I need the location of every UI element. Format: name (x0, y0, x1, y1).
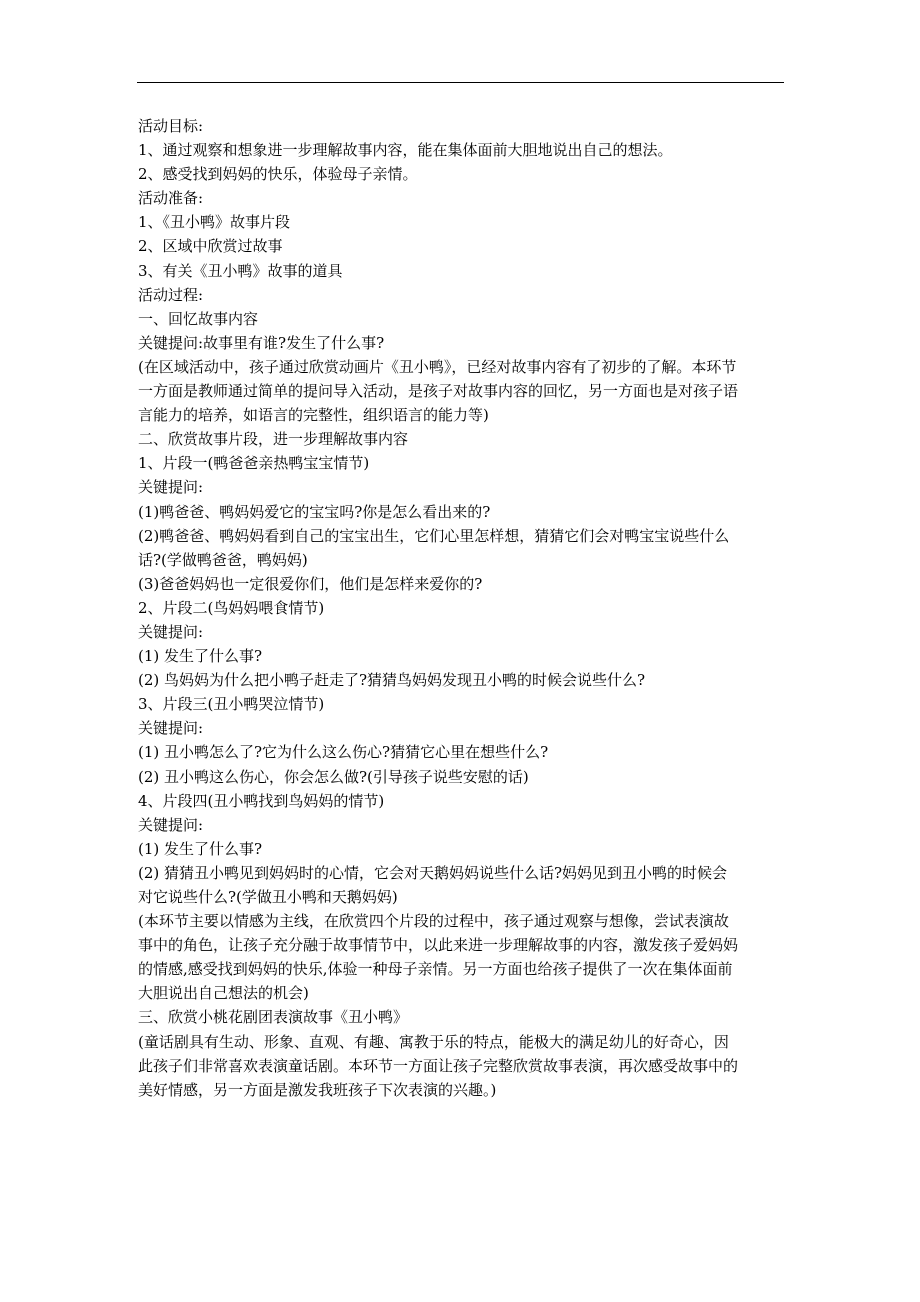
text-line: 一、回忆故事内容 (138, 309, 259, 328)
text-line: 3、片段三(丑小鸭哭泣情节) (138, 695, 325, 714)
text-line: 1、片段一(鸭爸爸亲热鸭宝宝情节) (138, 454, 370, 473)
text-line: 1、通过观察和想象进一步理解故事内容，能在集体面前大胆地说出自己的想法。 (138, 141, 673, 160)
text-line: 三、欣赏小桃花剧团表演故事《丑小鸭》 (138, 1008, 409, 1027)
text-line: 2、感受找到妈妈的快乐，体验母子亲情。 (138, 165, 418, 184)
text-line: 二、欣赏故事片段，进一步理解故事内容 (138, 430, 409, 449)
text-line: 活动目标: (138, 117, 204, 135)
text-line: (1) 发生了什么事? (138, 839, 263, 858)
text-line: 关键提问: (138, 622, 204, 641)
text-line: 活动过程: (138, 285, 204, 304)
header-rule (137, 82, 784, 83)
text-line: 关键提问:故事里有谁?发生了什么事? (138, 333, 385, 352)
text-line: 活动准备: (138, 189, 204, 208)
text-line: (2)鸭爸爸、鸭妈妈看到自己的宝宝出生，它们心里怎样想，猜猜它们会对鸭宝宝说些什么 (138, 526, 730, 545)
text-line: 关键提问: (138, 815, 204, 834)
text-line: 2、区域中欣赏过故事 (138, 237, 283, 256)
document-body (138, 114, 788, 1102)
text-line: 的情感,感受找到妈妈的快乐,体验一种母子亲情。另一方面也给孩子提供了一次在集体面前 (138, 960, 733, 979)
text-line: 4、片段四(丑小鸭找到鸟妈妈的情节) (138, 791, 385, 810)
text-line: (在区域活动中，孩子通过欣赏动画片《丑小鸭》，已经对故事内容有了初步的了解。本环节 (138, 357, 737, 376)
text-line: (童话剧具有生动、形象、直观、有趣、寓教于乐的特点，能极大的满足幼儿的好奇心，因 (138, 1032, 729, 1051)
text-line: (本环节主要以情感为主线，在欣赏四个片段的过程中，孩子通过观察与想像，尝试表演故 (138, 912, 729, 931)
text-line: 大胆说出自己想法的机会) (138, 984, 309, 1003)
text-line: 关键提问: (138, 478, 204, 497)
text-line: 1、《丑小鸭》故事片段 (138, 213, 291, 232)
text-line: 3、有关《丑小鸭》故事的道具 (138, 261, 343, 280)
text-line: 言能力的培养，如语言的完整性，组织语言的能力等) (138, 406, 489, 425)
text-line: 话?(学做鸭爸爸，鸭妈妈) (138, 550, 308, 569)
text-line: (3)爸爸妈妈也一定很爱你们，他们是怎样来爱你的? (138, 574, 483, 593)
text-line: (1)鸭爸爸、鸭妈妈爱它的宝宝吗?你是怎么看出来的? (138, 502, 491, 521)
text-line: 2、片段二(鸟妈妈喂食情节) (138, 598, 325, 617)
text-line: 关键提问: (138, 719, 204, 738)
text-line: (2) 丑小鸭这么伤心，你会怎么做?(引导孩子说些安慰的话) (138, 767, 529, 786)
text-line: 对它说些什么?(学做丑小鸭和天鹅妈妈) (138, 888, 398, 906)
text-line: (2) 鸟妈妈为什么把小鸭子赶走了?猜猜鸟妈妈发现丑小鸭的时候会说些什么? (138, 671, 646, 690)
text-line: (2) 猜猜丑小鸭见到妈妈时的心情，它会对天鹅妈妈说些什么话?妈妈见到丑小鸭的时候会 (138, 863, 728, 882)
text-line: 此孩子们非常喜欢表演童话剧。本环节一方面让孩子完整欣赏故事表演，再次感受故事中的 (138, 1056, 739, 1075)
text-line: (1) 发生了什么事? (138, 647, 263, 666)
text-line: 美好情感，另一方面是激发我班孩子下次表演的兴趣。) (138, 1080, 497, 1099)
text-line: 一方面是教师通过简单的提问导入活动，是孩子对故事内容的回忆，另一方面也是对孩子语 (138, 382, 739, 401)
text-line: 事中的角色，让孩子充分融于故事情节中，以此来进一步理解故事的内容，激发孩子爱妈妈 (138, 936, 739, 955)
text-line: (1) 丑小鸭怎么了?它为什么这么伤心?猜猜它心里在想些什么? (138, 743, 549, 762)
